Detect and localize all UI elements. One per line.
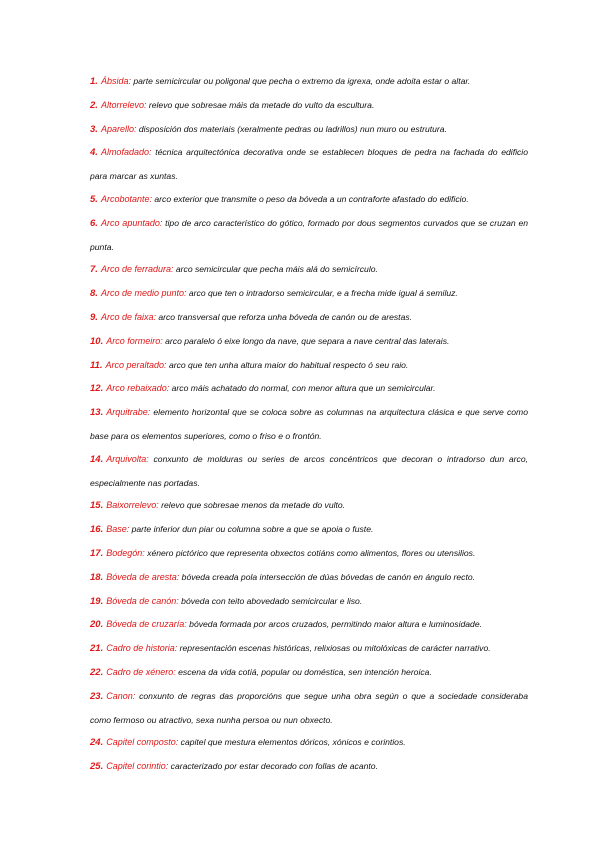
entry-number: 19. <box>90 595 104 607</box>
entry-term: Ábsida: <box>100 76 131 86</box>
entry-term: Arco formeiro: <box>106 335 163 346</box>
entry-definition: representación escenas históricas, relixiosas ou mitolóxicas de carácter narrativo. <box>179 643 491 654</box>
entry-number: 5. <box>90 193 98 205</box>
entry-definition: arco exterior que transmite o peso da bóveda a un contraforte afastado do edificio. <box>154 193 469 204</box>
entry-definition: bóveda con teito abovedado semicircular e liso. <box>181 595 363 606</box>
entry-number: 16. <box>90 524 104 536</box>
entry-definition: bóveda formada por arcos cruzados, permitindo maior altura e luminosidade. <box>189 619 482 630</box>
entry-definition: arco semicircular que pecha máis alá do semicírculo. <box>175 264 378 275</box>
entry-definition: capitel que mestura elementos dóricos, xónicos e corintios. <box>180 737 406 748</box>
entry-definition: arco máis achatado do normal, con menor altura que un semicircular. <box>171 383 436 394</box>
entry-number: 10. <box>90 335 104 347</box>
glossary-entry <box>90 94 528 118</box>
entry-number: 8. <box>90 288 98 300</box>
entry-number: 4. <box>90 147 98 159</box>
entry-number: 3. <box>90 123 98 135</box>
entry-definition: escena da vida cotiá, popular ou doméstica, sen intención heroica. <box>178 666 432 677</box>
glossary-entry <box>90 212 528 259</box>
glossary-entry <box>90 637 528 661</box>
entry-term: Canon: <box>106 690 136 701</box>
entry-definition: arco paralelo ó eixe longo da nave, que separa a nave central das laterais. <box>165 335 450 346</box>
entry-number: 12. <box>90 383 104 395</box>
entry-term: Altorrelevo: <box>100 99 147 110</box>
glossary-entry <box>90 518 528 542</box>
glossary-entry <box>90 731 528 755</box>
entry-definition: bóveda creada pola intersección de dúas bóvedas de canón en ángulo recto. <box>181 571 476 582</box>
entry-term: Arco apuntado: <box>100 217 163 228</box>
glossary-entry <box>90 542 528 566</box>
glossary-entry <box>90 141 528 188</box>
entry-number: 23. <box>90 690 104 702</box>
glossary-entry <box>90 685 528 732</box>
entry-definition: parte semicircular ou poligonal que pecha o extremo da igrexa, onde adoita estar o altar. <box>133 76 471 86</box>
entry-number: 14. <box>90 453 104 465</box>
glossary-entry <box>90 354 528 378</box>
entry-term: Arcobotante: <box>100 193 152 204</box>
entry-term: Arco de ferradura: <box>100 264 174 275</box>
entry-number: 22. <box>90 666 104 678</box>
entry-term: Capitel corintio: <box>106 761 169 772</box>
glossary-entry <box>90 188 528 212</box>
entry-term: Base: <box>106 524 130 535</box>
entry-number: 21. <box>90 643 104 655</box>
glossary-entry <box>90 70 528 94</box>
entry-definition: arco que ten o intradorso semicircular, e a frecha mide igual á semiluz. <box>188 288 458 299</box>
entry-number: 25. <box>90 761 104 773</box>
glossary-entry <box>90 377 528 401</box>
glossary-entry <box>90 258 528 282</box>
entry-term: Arco de faixa: <box>100 311 156 322</box>
entry-number: 11. <box>90 359 103 371</box>
entry-definition: conxunto de molduras ou series de arcos concéntricos que decoran o intradorso dun arco, especialmente nas portadas. <box>90 453 529 488</box>
glossary-entry <box>90 755 528 779</box>
entry-number: 9. <box>90 311 98 323</box>
entry-definition: relevo que sobresae máis da metade do vulto da escultura. <box>148 99 375 110</box>
entry-term: Capitel composto: <box>106 737 179 748</box>
glossary-entry <box>90 448 528 495</box>
entry-definition: elemento horizontal que se coloca sobre as columnas na arquitectura clásica e que serve como base para os elementos superiores, como o friso e o frontón. <box>90 407 528 441</box>
entry-definition: arco transversal que reforza unha bóveda de canón ou de arestas. <box>158 311 413 322</box>
entry-term: Baixorrelevo: <box>106 500 159 511</box>
entry-definition: tipo de arco característico do gótico, formado por dous segmentos curvados que se cruzan en punta. <box>90 217 529 252</box>
entry-term: Bóveda de cruzaría: <box>106 619 187 630</box>
entry-number: 1. <box>90 76 98 87</box>
entry-term: Cadro de historia: <box>106 643 178 654</box>
entry-number: 18. <box>90 571 104 583</box>
glossary-entry <box>90 494 528 518</box>
entry-number: 2. <box>90 99 98 111</box>
entry-definition: relevo que sobresae menos da metade do vulto. <box>161 500 346 511</box>
glossary-entry <box>90 401 528 448</box>
entry-term: Bodegón: <box>106 547 145 558</box>
entry-definition: caracterizado por estar decorado con follas de acanto. <box>170 761 378 772</box>
entry-term: Aparello: <box>100 123 137 134</box>
glossary-entry <box>90 566 528 590</box>
entry-definition: arco que ten unha altura maior do habitual respecto ó seu raio. <box>168 359 409 370</box>
entry-definition: técnica arquitectónica decorativa onde se establecen bloques de pedra na fachada do edificio para marcar as xuntas. <box>90 147 528 182</box>
entry-definition: disposición dos materiais (xeralmente pedras ou ladrillos) nun muro ou estrutura. <box>138 123 447 134</box>
entry-definition: parte inferior dun piar ou columna sobre a que se apoia o fuste. <box>131 524 374 535</box>
glossary-entry <box>90 118 528 142</box>
entry-term: Arquitrabe: <box>106 407 151 418</box>
entry-definition: xénero pictórico que representa obxectos cotiáns como alimentos, flores ou utensilios. <box>147 547 476 558</box>
entry-number: 15. <box>90 500 104 512</box>
glossary-list <box>90 70 528 779</box>
glossary-entry <box>90 330 528 354</box>
entry-number: 7. <box>90 264 98 276</box>
entry-term: Arquivolta: <box>106 453 149 464</box>
entry-term: Arco rebaixado: <box>106 383 170 394</box>
glossary-entry <box>90 306 528 330</box>
entry-number: 6. <box>90 217 98 229</box>
entry-number: 13. <box>90 407 104 419</box>
entry-definition: conxunto de regras das proporcións que segue unha obra según o que a sociedade consideraba como fermoso ou atractivo, sexa nunha persoa ou nun obxecto. <box>90 690 528 725</box>
glossary-entry <box>90 613 528 637</box>
entry-number: 17. <box>90 547 104 559</box>
entry-term: Arco de medio punto: <box>100 288 187 299</box>
entry-number: 20. <box>90 619 104 631</box>
entry-term: Arco peraltado: <box>105 359 167 370</box>
entry-term: Almofadado: <box>100 147 152 158</box>
glossary-entry <box>90 282 528 306</box>
entry-term: Bóveda de canón: <box>106 595 179 606</box>
glossary-entry <box>90 661 528 685</box>
entry-term: Cadro de xénero: <box>106 666 176 677</box>
entry-term: Bóveda de aresta: <box>106 571 180 582</box>
entry-number: 24. <box>90 737 104 749</box>
glossary-entry <box>90 590 528 614</box>
